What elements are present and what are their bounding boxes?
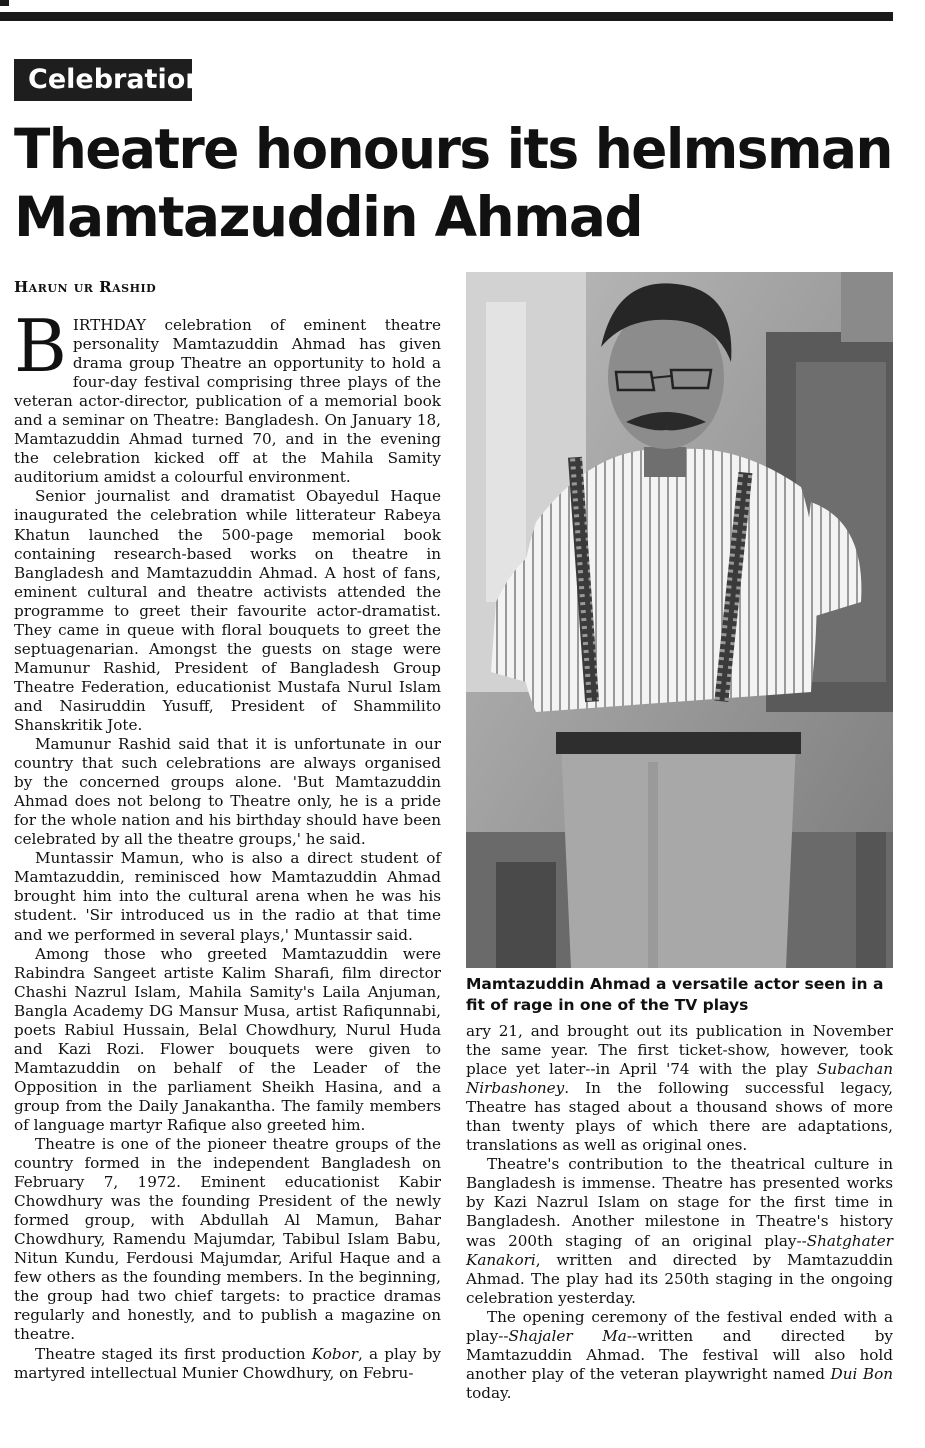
page-edge-mark — [0, 0, 9, 6]
paragraph-text: IRTHDAY celebration of eminent theatre personality Mamtazuddin Ahmad has given drama group Theatre an opportunity to hold a four-day festival comprising three plays of the veteran actor-director, publication of a memorial book and a seminar on Theatre: Bangladesh. On January 18, Mamtazuddin Ahmad turned 70, and in the evening the celebration kicked off at the Mahila Samity auditorium amidst a colourful environment. — [14, 316, 441, 487]
play-title: Shatghater Kanakori — [466, 1231, 893, 1269]
paragraph-text: ary 21, and brought out its publication in November the same year. The first ticket-show, however, took place yet later--in April '74 with the play — [466, 1022, 893, 1079]
play-title: Kobor — [311, 1344, 358, 1363]
article-column-1 — [14, 304, 441, 1383]
paragraph: Muntassir Mamun, who is also a direct student of Mamtazuddin, reminisced how Mamtazuddin Ahmad brought him into the cultural arena when he was his student. 'Sir introduced us in the radio at that time and we performed in several plays,' Muntassir said. — [14, 849, 441, 944]
paragraph-text: Theatre's contribution to the theatrical culture in Bangladesh is immense. Theatre has presented works by Kazi Nazrul Islam on stage for the first time in Bangladesh. Another milestone in Theatre's history was 200th staging of an original play-- — [466, 1155, 893, 1250]
section-label: Celebration — [14, 59, 192, 101]
paragraph-text: , written and directed by Mamtazuddin Ahmad. The play had its 250th staging in the ongoing celebration yesterday. — [466, 1250, 893, 1307]
article-column-2 — [466, 1022, 893, 1403]
paragraph: Theatre is one of the pioneer theatre groups of the country formed in the independent Bangladesh on February 7, 1972. Eminent educationist Kabir Chowdhury was the founding President of the newly formed group, with Abdullah Al Mamun, Bahar Chowdhury, Ramendu Majumdar, Tabibul Islam Babu, Nitun Kundu, Ferdousi Majumdar, Ariful Haque and a few others as the founding members. In the beginning, the group had two chief targets: to practice dramas regularly and honestly, and to publish a magazine on theatre. — [14, 1135, 441, 1344]
paragraph: Mamunur Rashid said that it is unfortunate in our country that such celebrations are always organised by the concerned groups alone. 'But Mamtazuddin Ahmad does not belong to Theatre only, he is a pride for the whole nation and his birthday should have been celebrated by all the theatre groups,' he said. — [14, 735, 441, 849]
play-title: Shajaler Ma — [508, 1326, 627, 1345]
top-rule — [0, 12, 893, 21]
article-photo — [466, 272, 893, 968]
paragraph-text: The opening ceremony of the festival ended with a play-- — [466, 1307, 893, 1345]
paragraph-text: Theatre staged its first production — [35, 1344, 312, 1363]
photo-caption: Mamtazuddin Ahmad a versatile actor seen in a fit of rage in one of the TV plays — [466, 975, 884, 1014]
portrait-photo-image — [466, 272, 893, 968]
paragraph — [466, 1308, 893, 1403]
headline — [14, 115, 894, 251]
byline: Harun ur Rashid — [14, 278, 157, 296]
paragraph — [14, 304, 441, 487]
paragraph — [14, 1345, 441, 1383]
paragraph — [466, 1155, 893, 1307]
drop-cap: B — [14, 304, 67, 388]
headline-line-2: Mamtazuddin Ahmad — [14, 185, 643, 249]
paragraph: Senior journalist and dramatist Obayedul Haque inaugurated the celebration while litterateur Rabeya Khatun launched the 500-page memorial book containing research-based works on theatre in Bangladesh and Mamtazuddin Ahmad. A host of fans, eminent cultural and theatre activists attended the programme to greet their favourite actor-dramatist. They came in queue with floral bouquets to greet the septuagenarian. Amongst the guests on stage were Mamunur Rashid, President of Bangladesh Group Theatre Federation, educationist Mustafa Nurul Islam and Nasiruddin Yusuff, President of Shammilito Shanskritik Jote. — [14, 487, 441, 734]
headline-line-1: Theatre honours its helmsman — [14, 117, 892, 181]
paragraph-text: . In the following successful legacy, Theatre has staged about a thousand shows of more than twenty plays of which there are adaptations, translations as well as original ones. — [466, 1079, 893, 1155]
paragraph-text: today. — [466, 1383, 512, 1402]
paragraph-text: --written and directed by Mamtazuddin Ahmad. The festival will also hold another play of the veteran playwright named — [466, 1326, 893, 1383]
paragraph — [466, 1022, 893, 1155]
play-title: Subachan Nirbashoney — [466, 1060, 893, 1098]
play-title: Dui Bon — [830, 1364, 893, 1383]
paragraph-text: , a play by martyred intellectual Munier Chowdhury, on Febru- — [14, 1344, 441, 1382]
paragraph: Among those who greeted Mamtazuddin were Rabindra Sangeet artiste Kalim Sharafi, film director Chashi Nazrul Islam, Mahila Samity's Laila Anjuman, Bangla Academy DG Mansur Musa, artist Rafiqunnabi, poets Rabiul Hussain, Belal Chowdhury, Nurul Huda and Kazi Rozi. Flower bouquets were given to Mamtazuddin on behalf of the Leader of the Opposition in the parliament Sheikh Hasina, and a group from the Daily Janakantha. The family members of language martyr Rafique also greeted him. — [14, 944, 441, 1134]
